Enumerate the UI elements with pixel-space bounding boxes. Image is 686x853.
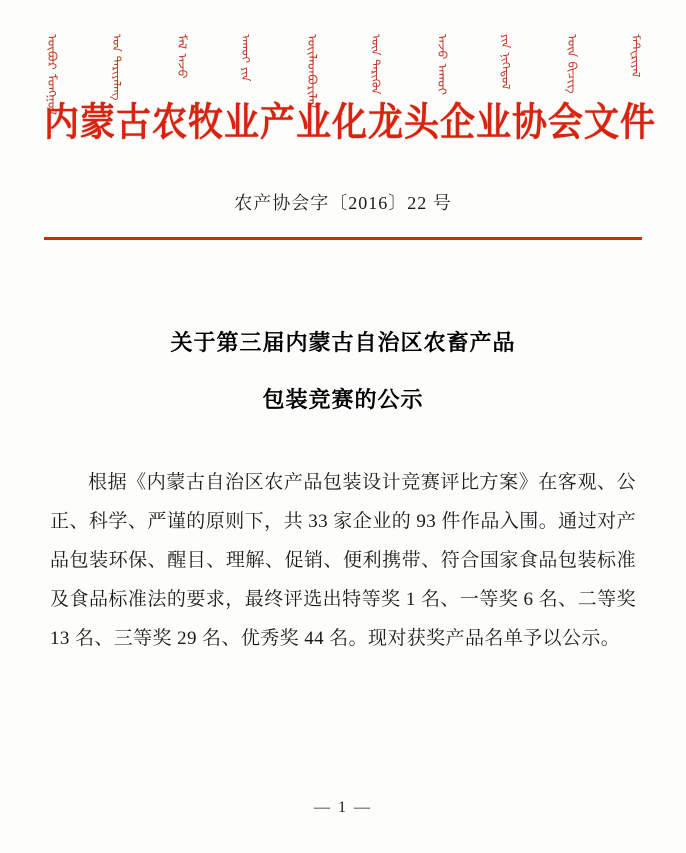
mongolian-column: ᠦᠨ ᠪᠢᠴᠢᠭ xyxy=(564,34,578,94)
mongolian-column: ᠤᠨ ᠲᠠᠷᠢᠶᠠᠯᠠᠩ xyxy=(109,34,123,101)
document-number: 农产协会字〔2016〕22 号 xyxy=(234,192,452,213)
headline-line-1: 关于第三届内蒙古自治区农畜产品 xyxy=(170,329,516,355)
mongolian-column: ᠦᠨ ᠲᠡᠷᠢᠭᠦᠨ xyxy=(369,34,383,95)
red-divider-rule xyxy=(44,237,642,240)
document-headline xyxy=(44,314,642,428)
mongolian-column: ᠮᠠᠯ ᠠᠵᠤ xyxy=(174,34,188,79)
masthead-title: 内蒙古农牧业产业化龙头企业协会文件 xyxy=(44,100,657,145)
mongolian-column: ᠠᠵᠤ ᠠᠬᠤᠢ xyxy=(434,34,448,96)
mongolian-column: ᠦᠪᠦᠷ ᠮᠣᠩᠭᠣᠯ xyxy=(44,34,59,115)
headline-line-2: 包装竞赛的公示 xyxy=(262,386,424,412)
masthead xyxy=(44,100,657,145)
body-paragraph: 根据《内蒙古自治区农产品包装设计竞赛评比方案》在客观、公正、科学、严谨的原则下，共 33 家企业的 93 件作品入围。通过对产品包装环保、醒目、理解、促销、便利携带、符合国家食品包装标准及食品标准法的要求，最终评选出特等奖 1 名、一等奖 6 名、二等奖 13 名、三等奖 29 名、优秀奖 44 名。现对获奖产品名单予以公示。 xyxy=(50,471,636,649)
mongolian-column: ᠦᠢᠯᠡᠳᠪᠦᠷᠢᠯᠡᠯ xyxy=(304,34,318,109)
mongolian-script-header xyxy=(44,0,643,115)
page-number: — 1 — xyxy=(314,799,372,816)
mongolian-column: ᠮᠠᠲ᠋ᠧᠷᠢᠶᠠᠯ xyxy=(629,34,643,78)
mongolian-column: ᠶᠢᠨ ᠨᠢᠭᠡᠳᠦᠯ xyxy=(499,34,513,90)
document-body xyxy=(44,464,642,659)
mongolian-column: ᠠᠬᠤᠢ ᠶᠢᠨ xyxy=(239,34,253,82)
